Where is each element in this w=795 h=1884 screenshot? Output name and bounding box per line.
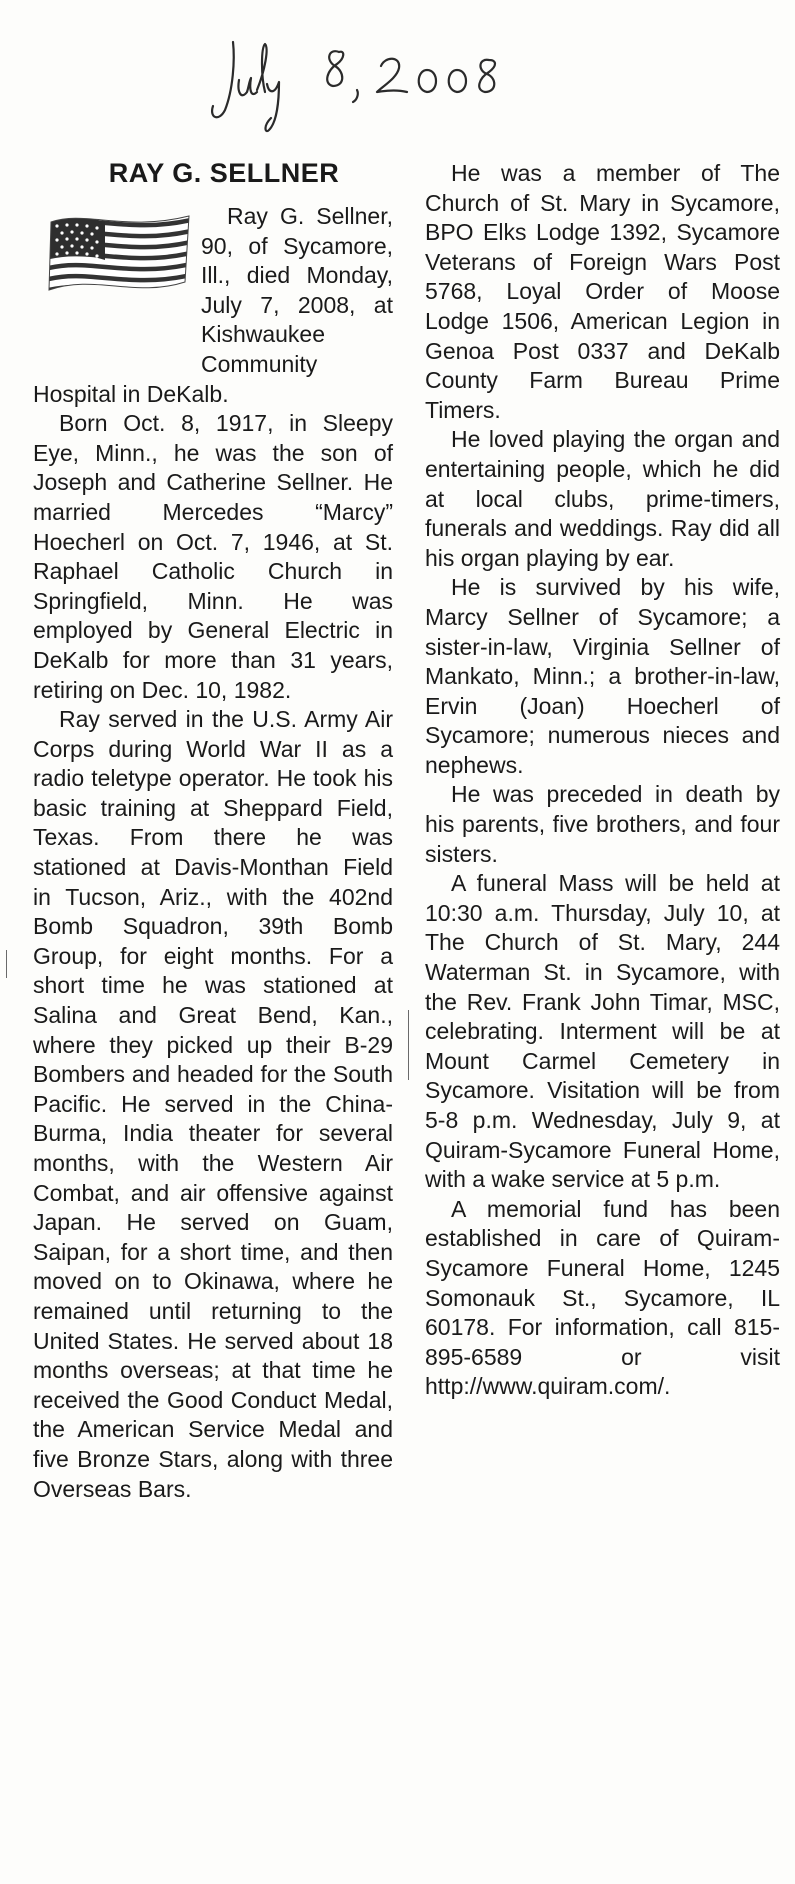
obituary-paragraph: Ray G. Sellner, 90, of Sycamore, Ill., died Monday, July 7, 2008, at Kishwaukee Community Hospital in DeKalb. [33, 203, 393, 407]
obituary-paragraph: A memorial fund has been established in care of Quiram-Sycamore Funeral Home, 1245 Somonauk St., Sycamore, IL 60178. For information, call 815-895-6589 or visit http://www.quiram.com/. [425, 1195, 780, 1400]
american-flag-icon [45, 208, 195, 302]
obituary-paragraph: He was preceded in death by his parents, five brothers, and four sisters. [425, 781, 780, 867]
obituary-paragraph: A funeral Mass will be held at 10:30 a.m. Thursday, July 10, at The Church of St. Mary, 244 Waterman St. in Sycamore, with the Rev. Frank John Timar, MSC, celebrating. Interment will be at Mount Carmel Cemetery in Sycamore. Visitation will be from 5-8 p.m. Wednesday, July 9, at Quiram-Sycamore Funeral Home, with a wake service at 5 p.m. [425, 870, 780, 1193]
obituary-paragraph: Born Oct. 8, 1917, in Sleepy Eye, Minn., he was the son of Joseph and Catherine Sellner. He married Mercedes “Marcy” Hoecherl on Oct. 7, 1946, at St. Raphael Catholic Church in Springfield, Minn. He was employed by General Electric in DeKalb for more than 31 years, retiring on Dec. 10, 1982. [33, 410, 393, 703]
margin-mark [6, 950, 7, 978]
flag-area [33, 202, 201, 352]
obituary-paragraph: Ray served in the U.S. Army Air Corps during World War II as a radio teletype operator. He took his basic training at Sheppard Field, Texas. From there he was stationed at Davis-Monthan Field in Tucson, Ariz., with the 402nd Bomb Squadron, 39th Bomb Group, for eight months. For a short time he was stationed at Salina and Great Bend, Kan., where they picked up their B-29 Bombers and headed for the South Pacific. He served in the China-Burma, India theater for several months, with the Western Air Combat, and air offensive against Japan. He served on Guam, Saipan, for a short time, and then moved on to Okinawa, where he remained until returning to the United States. He served about 18 months overseas; at that time he received the Good Conduct Medal, the American Service Medal and five Bronze Stars, along with three Overseas Bars. [33, 706, 393, 1502]
handwritten-date [205, 30, 545, 140]
handwritten-date-signature [205, 30, 545, 140]
left-column [33, 202, 393, 1504]
obituary-paragraph: He loved playing the organ and entertaining people, which he did at local clubs, prime-timers, funerals and weddings. Ray did all his organ playing by ear. [425, 426, 780, 571]
obituary-paragraph: He was a member of The Church of St. Mary in Sycamore, BPO Elks Lodge 1392, Sycamore Veterans of Foreign Wars Post 5768, Loyal Order of Moose Lodge 1506, American Legion in Genoa Post 0337 and DeKalb County Farm Bureau Prime Timers. [425, 160, 780, 423]
column-divider [408, 1010, 409, 1080]
obituary-title: RAY G. SELLNER [108, 158, 340, 188]
right-column [425, 159, 780, 1402]
obituary-paragraph: He is survived by his wife, Marcy Sellner of Sycamore; a sister-in-law, Virginia Sellner of Mankato, Minn.; a brother-in-law, Ervin (Joan) Hoecherl of Sycamore; numerous nieces and nephews. [425, 574, 780, 778]
